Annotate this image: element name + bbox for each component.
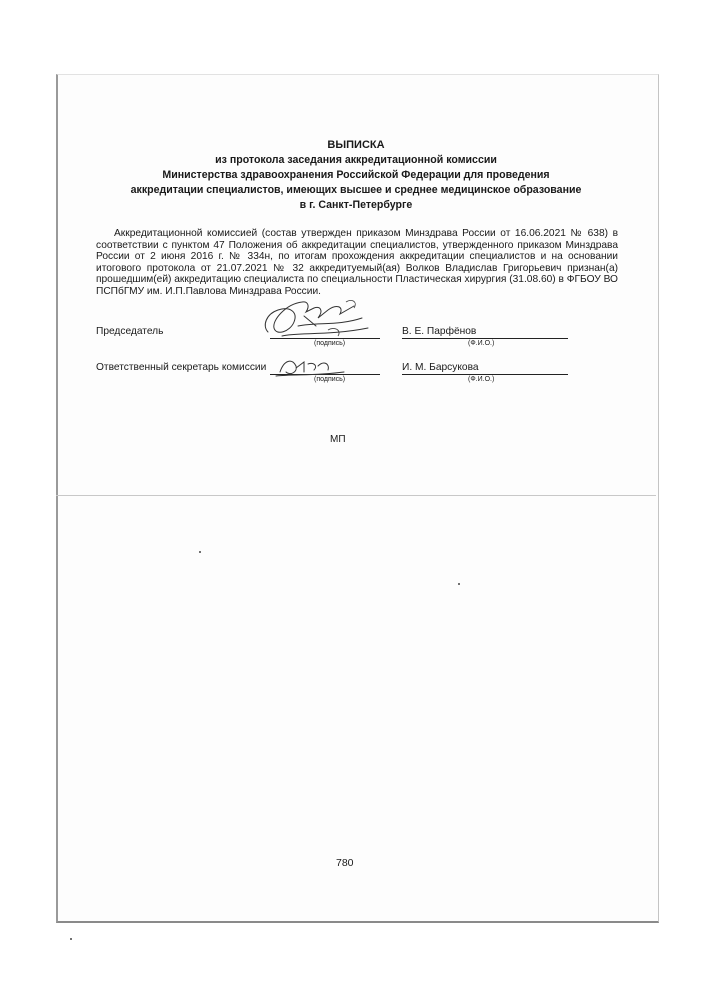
- scan-speck: [199, 551, 201, 553]
- document-title: ВЫПИСКА: [327, 139, 385, 151]
- chairman-signature-caption: (подпись): [314, 340, 346, 347]
- subtitle-line-3: аккредитации специалистов, имеющих высшее и среднее медицинское образование: [130, 184, 582, 196]
- page-fold-line: [56, 495, 656, 496]
- chairman-name-line: [402, 338, 568, 339]
- chairman-name-caption: (Ф.И.О.): [468, 340, 495, 347]
- subtitle-line-2: Министерства здравоохранения Российской Федерации для проведения: [162, 169, 550, 181]
- secretary-name-caption: (Ф.И.О.): [468, 376, 495, 383]
- extract-body-text: Аккредитационной комиссией (состав утвержден приказом Минздрава России от 16.06.2021 № 638) в соответствии с пунктом 47 Положения об аккредитации специалистов, утвержденного приказом Минздрава России от 2 июня 2016 г. № 334н, по итогам прохождения аккредитации специалистов и на основании итогового протокола от 21.07.2021 № 32 аккредитуемый(ая) Волков Владислав Григорьевич признан(а) прошедшим(ей) аккредитацию специалиста по специальности Пластическая хирургия (31.08.60) в ФГБОУ ВО ПСПбГМУ им. И.П.Павлова Минздрава России.: [96, 228, 618, 297]
- secretary-name-line: [402, 374, 568, 375]
- secretary-role: Ответственный секретарь комиссии: [96, 362, 267, 373]
- subtitle-line-4: в г. Санкт-Петербурге: [299, 199, 413, 211]
- scan-speck: [458, 583, 460, 585]
- chairman-role: Председатель: [96, 326, 164, 337]
- document-header: [60, 138, 652, 213]
- subtitle-line-1: из протокола заседания аккредитационной комиссии: [215, 154, 497, 166]
- secretary-handwritten-signature: [274, 352, 354, 382]
- chairman-name: В. Е. Парфёнов: [402, 326, 477, 337]
- page-number: 780: [336, 857, 354, 869]
- stamp-placeholder: МП: [330, 434, 346, 445]
- scan-speck: [70, 938, 72, 940]
- secretary-signature-caption: (подпись): [314, 376, 346, 383]
- chairman-handwritten-signature: [258, 296, 378, 346]
- secretary-name: И. М. Барсукова: [402, 362, 479, 373]
